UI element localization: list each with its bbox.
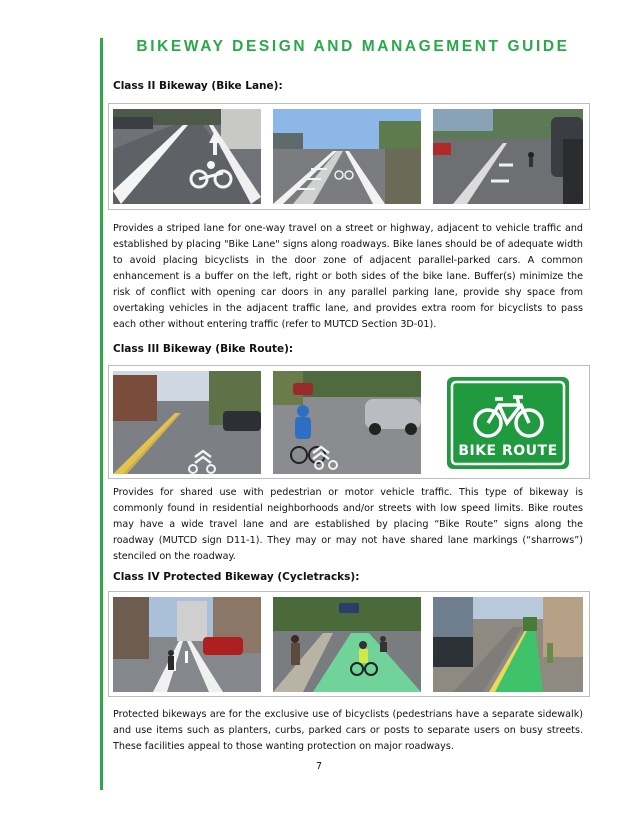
section-heading-class-iii: Class III Bikeway (Bike Route):: [113, 343, 294, 355]
cycletrack-photo-2: [273, 597, 421, 692]
bike-lane-photo-3: [433, 109, 583, 204]
bike-lane-photo-1: [113, 109, 261, 204]
bike-route-photo-1: [113, 371, 261, 474]
section-heading-class-ii: Class II Bikeway (Bike Lane):: [113, 80, 283, 92]
bike-route-sign-text: BIKE ROUTE: [458, 443, 558, 459]
section-body-class-ii: Provides a striped lane for one-way travel on a street or highway, adjacent to vehicle traffic and established by placing "Bike Lane" signs along roadways. Bike lanes should be of adequate width to avoid placing bicyclists in the door zone of adjacent parallel-parked cars. A common enhancement is a buffer on the left, right or both sides of the bike lane. Buffer(s) minimize the risk of conflict with opening car doors in any parallel parking lane, provide shy space from overtaking vehicles in the adjacent traffic lane, and provides extra room for bicyclists to pass each other without entering traffic (refer to MUTCD Section 3D-01).: [113, 223, 583, 330]
cycletrack-photo-1: [113, 597, 261, 692]
section-body-class-iv: Protected bikeways are for the exclusive use of bicyclists (pedestrians have a separate sidewalk) and use items such as planters, curbs, parked cars or posts to separate users on busy streets. These facilities appeal to those wanting protection on major roadways.: [113, 709, 583, 752]
accent-rule: [100, 38, 103, 790]
photo-strip-cycletrack: [108, 591, 590, 697]
section-heading-class-iv: Class IV Protected Bikeway (Cycletracks):: [113, 571, 360, 583]
bike-lane-photo-2: [273, 109, 421, 204]
section-body-class-iii: Provides for shared use with pedestrian or motor vehicle traffic. This type of bikeway is commonly found in residential neighborhoods and/or streets with low speed limits. Bike routes may have a wide travel lane and are established by placing “Bike Route” signs along the roadway (MUTCD sign D11-1). They may or may not have shared lane markings (“sharrows”) stenciled on the roadway.: [113, 487, 583, 562]
photo-strip-bike-lane: [108, 103, 590, 210]
bike-route-sign-photo: [433, 371, 583, 474]
cycletrack-photo-3: [433, 597, 583, 692]
bike-route-photo-2: [273, 371, 421, 474]
page-number: 7: [315, 761, 323, 772]
photo-strip-bike-route: [108, 365, 590, 479]
page-title: BIKEWAY DESIGN AND MANAGEMENT GUIDE: [136, 38, 570, 55]
